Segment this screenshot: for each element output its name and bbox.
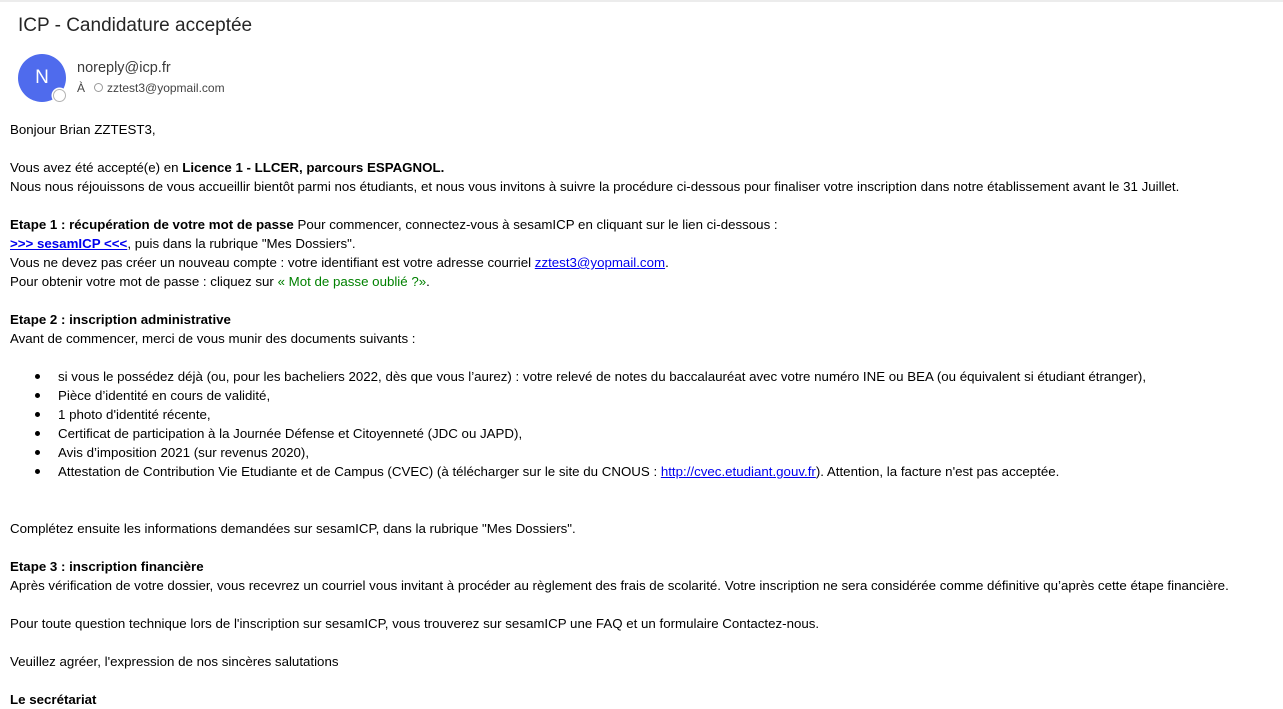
documents-list	[10, 367, 1275, 481]
password-end: .	[426, 274, 430, 289]
account-line	[10, 253, 1275, 272]
account-email-link[interactable]: zztest3@yopmail.com	[534, 255, 666, 270]
list-item: 1 photo d'identité récente,	[58, 405, 1275, 424]
welcome-text: Nous nous réjouissons de vous accueillir bientôt parmi nos étudiants, et nous vous invitons à suivre la procédure ci-dessous pour finaliser votre inscription dans notre établissement avant le 31 Juillet.	[10, 179, 1180, 194]
avatar-initial: N	[35, 67, 49, 88]
password-text: Pour obtenir votre mot de passe : cliquez sur	[10, 274, 278, 289]
complete-text: Complétez ensuite les informations demandées sur sesamICP, dans la rubrique "Mes Dossiers".	[10, 521, 576, 536]
presence-status-icon	[53, 89, 66, 102]
step2-title: Etape 2 : inscription administrative	[10, 312, 231, 327]
email-body	[10, 120, 1275, 709]
sesam-after-text: , puis dans la rubrique "Mes Dossiers".	[127, 236, 356, 251]
step2-title-line	[10, 310, 1275, 329]
list-item: si vous le possédez déjà (ou, pour les bacheliers 2022, dès que vous l’aurez) : votre relevé de notes du baccalauréat avec votre numéro INE ou BEA (ou équivalent si étudiant étranger),	[58, 367, 1275, 386]
to-label: À	[77, 81, 86, 95]
greeting: Bonjour Brian ZZTEST3,	[10, 122, 156, 137]
cvec-text: Attestation de Contribution Vie Etudiante et de Campus (CVEC) (à télécharger sur le site du CNOUS :	[58, 464, 661, 479]
list-item: Certificat de participation à la Journée Défense et Citoyenneté (JDC ou JAPD),	[58, 424, 1275, 443]
step3-text: Après vérification de votre dossier, vous recevrez un courriel vous invitant à procéder au règlement des frais de scolarité. Votre inscription ne sera considérée comme définitive qu’après cette étape financière.	[10, 578, 1229, 593]
step3-title-line	[10, 557, 1275, 576]
list-item: Avis d’imposition 2021 (sur revenus 2020),	[58, 443, 1275, 462]
accepted-program: Licence 1 - LLCER, parcours ESPAGNOL.	[182, 160, 445, 175]
email-subject: ICP - Candidature acceptée	[18, 15, 253, 36]
list-item	[58, 462, 1275, 481]
cvec-link[interactable]: http://cvec.etudiant.gouv.fr	[660, 464, 816, 479]
step1-text: Pour commencer, connectez-vous à sesamICP en cliquant sur le lien ci-dessous :	[293, 217, 778, 232]
list-item: Pièce d’identité en cours de validité,	[58, 386, 1275, 405]
sesamicp-link-label: >>> sesamICP <<<	[10, 236, 128, 251]
forgot-password-link[interactable]: « Mot de passe oublié ?»	[277, 274, 427, 289]
step1-title: Etape 1 : récupération de votre mot de passe	[10, 217, 294, 232]
recipient-address[interactable]: zztest3@yopmail.com	[107, 81, 225, 95]
recipient-status-icon	[94, 83, 103, 92]
signature-line	[10, 690, 1275, 709]
cvec-after-text: ). Attention, la facture n'est pas acceptée.	[815, 464, 1060, 479]
account-text: Vous ne devez pas créer un nouveau compte : votre identifiant est votre adresse courriel	[10, 255, 535, 270]
account-end: .	[665, 255, 669, 270]
acceptance-line	[10, 158, 1275, 177]
password-line	[10, 272, 1275, 291]
signature: Le secrétariat	[10, 692, 97, 707]
sesam-line	[10, 234, 1275, 253]
step2-intro: Avant de commencer, merci de vous munir des documents suivants :	[10, 331, 416, 346]
header-divider	[0, 0, 1283, 2]
sesamicp-link[interactable]	[10, 236, 127, 251]
acceptance-prefix: Vous avez été accepté(e) en	[10, 160, 183, 175]
step3-title: Etape 3 : inscription financière	[10, 559, 204, 574]
recipient-line	[77, 81, 225, 95]
faq-text: Pour toute question technique lors de l'inscription sur sesamICP, vous trouverez sur sesamICP une FAQ et un formulaire Contactez-nous.	[10, 616, 820, 631]
salutation: Veuillez agréer, l'expression de nos sincères salutations	[10, 654, 339, 669]
step1-line	[10, 215, 1275, 234]
sender-address[interactable]: noreply@icp.fr	[77, 60, 171, 76]
